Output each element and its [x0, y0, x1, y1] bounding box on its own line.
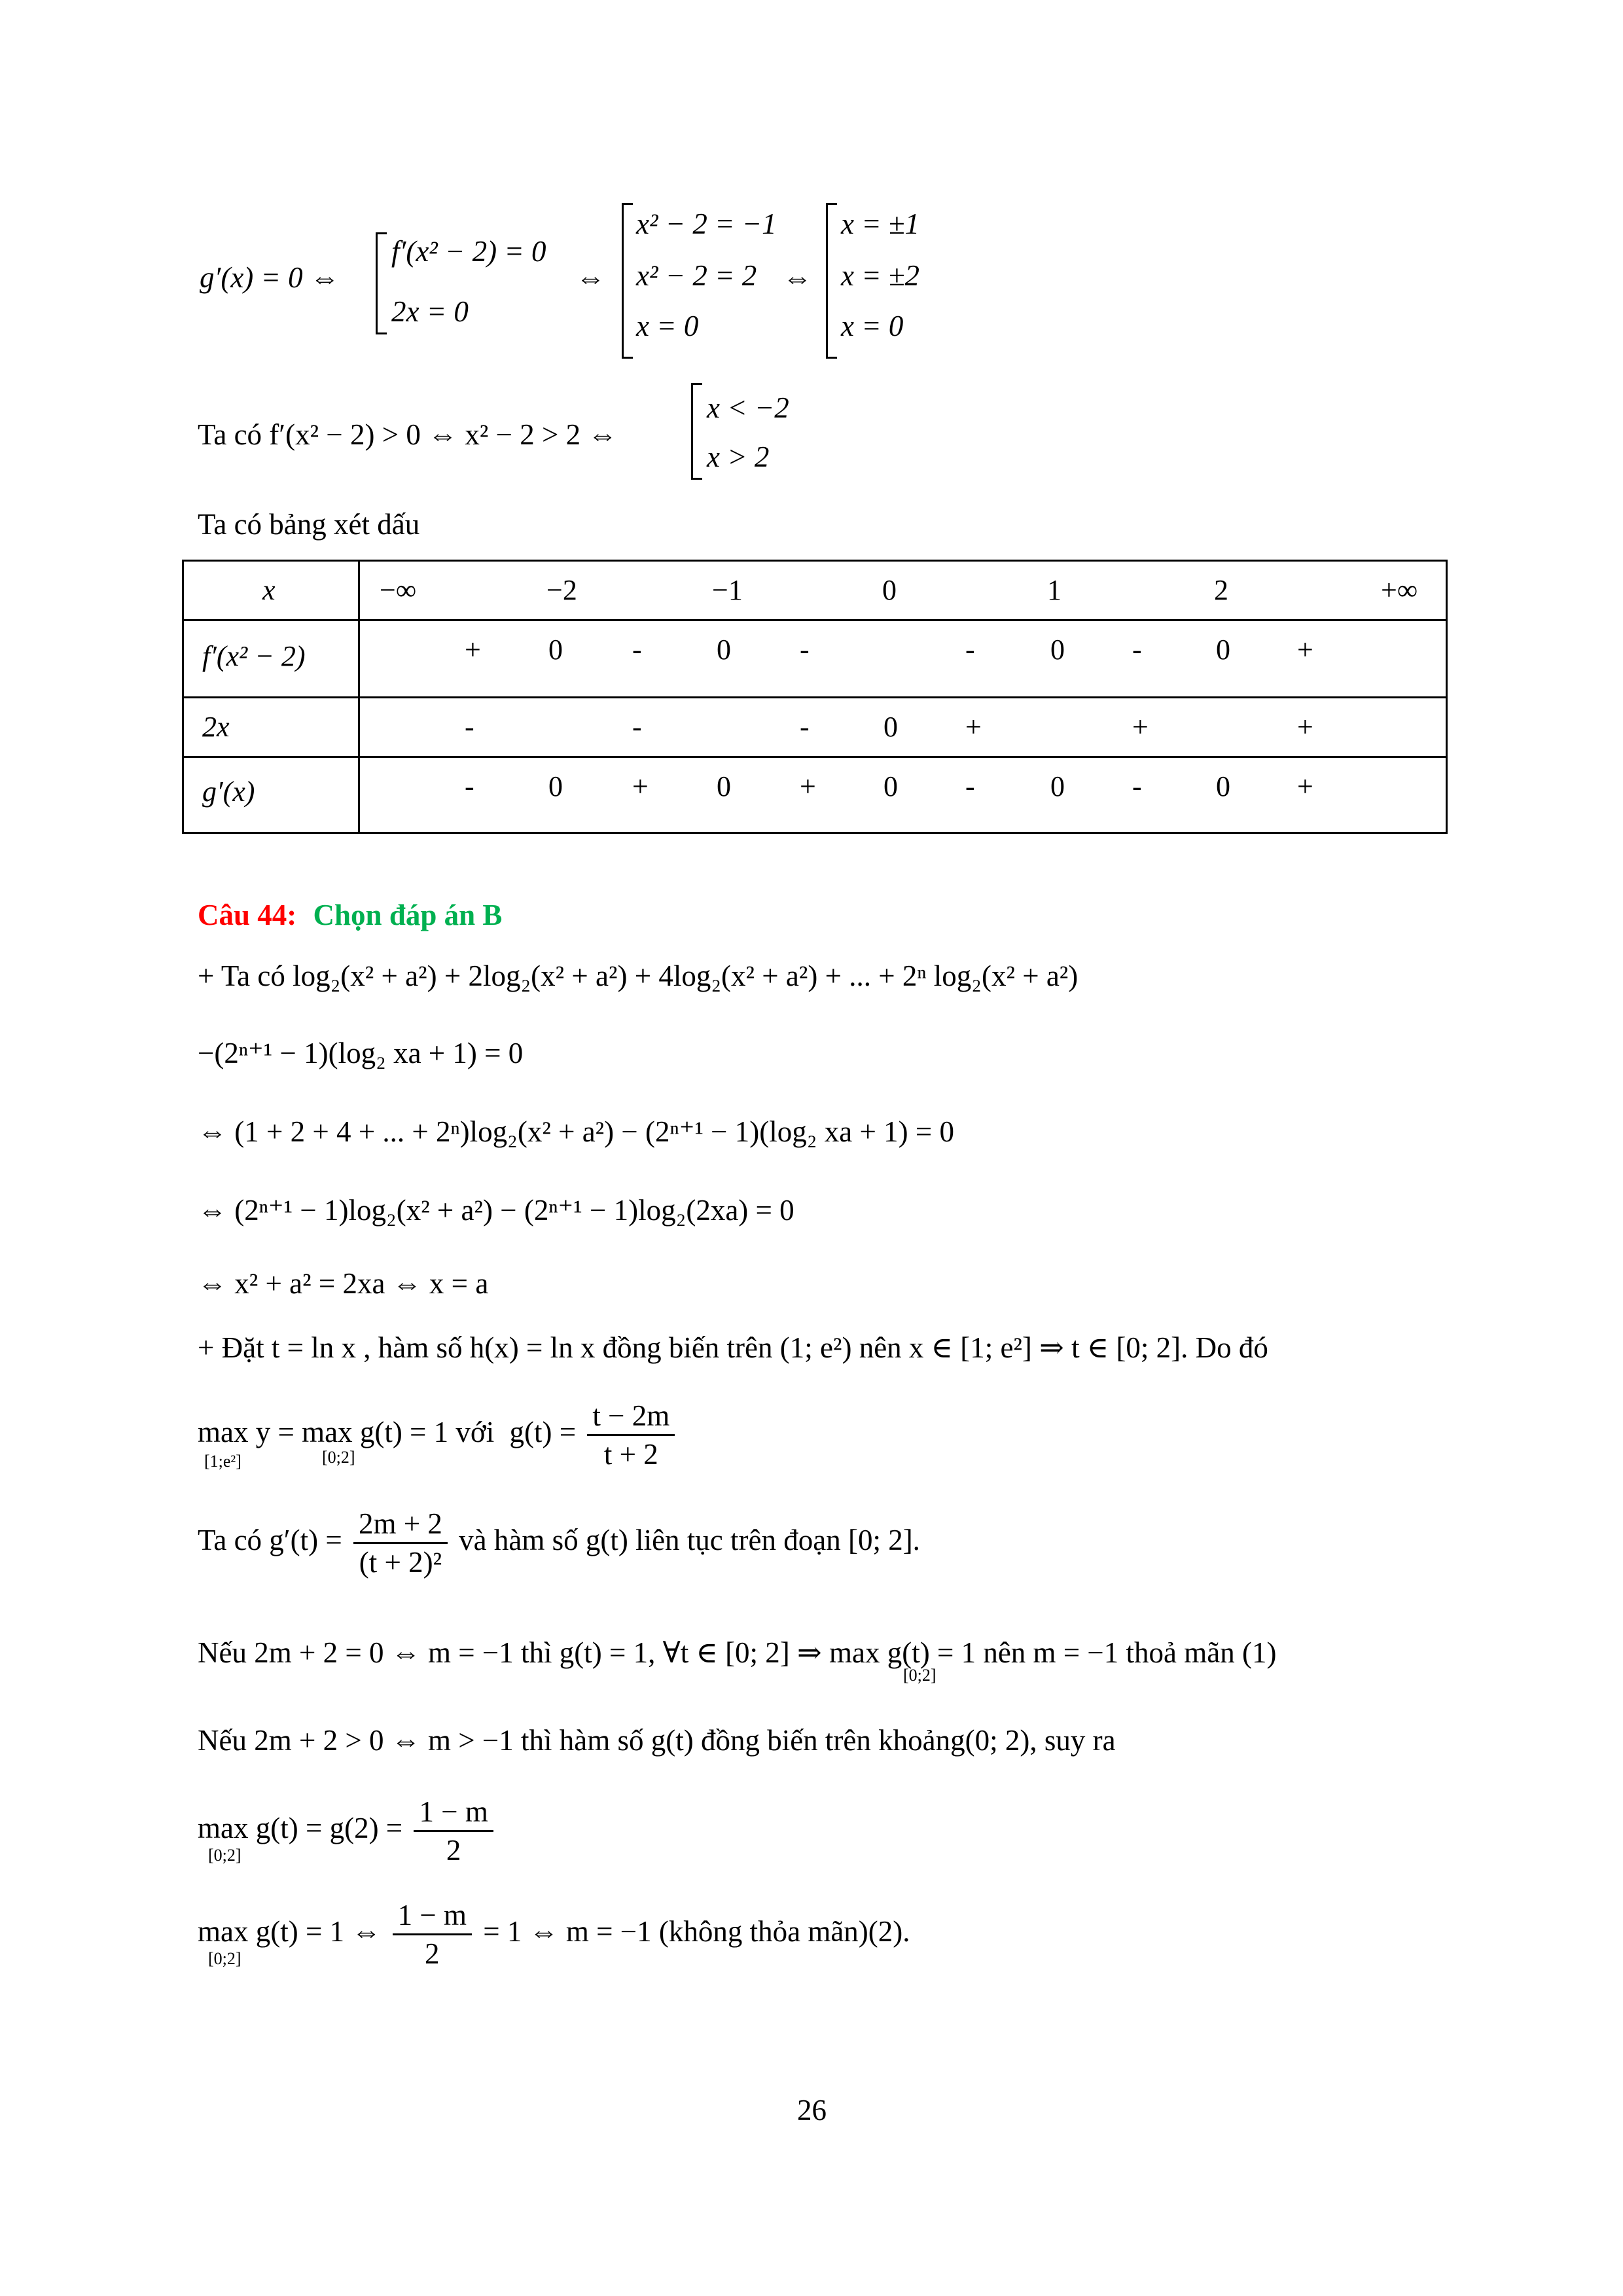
r3-v10: 0: [1216, 770, 1230, 802]
row3-label-cell: g′(x): [183, 757, 359, 833]
r2-v4: 0: [883, 711, 898, 743]
sys2-line1: x² − 2 = −1: [636, 207, 777, 240]
sys2-line2: x² − 2 = 2: [636, 259, 757, 292]
r2-v5: +: [965, 711, 982, 743]
sys3-line2: x = ±2: [841, 259, 920, 292]
equiv-symbol-1: ⇔: [576, 261, 605, 294]
r1-v9: 0: [1216, 634, 1230, 666]
r3-v4: 0: [717, 770, 731, 802]
r1-v7: 0: [1050, 634, 1065, 666]
line7-numerator: t − 2m: [587, 1397, 675, 1436]
hv-0: 0: [882, 574, 897, 606]
sign-table: [182, 560, 1448, 834]
line9-sub: [0;2]: [903, 1666, 936, 1685]
header-values-cell: [359, 561, 1447, 620]
solution-line-9: Nếu 2m + 2 = 0 ⇔ m = −1 thì g(t) = 1, ∀t ∈ [0; 2] ⇒ max g(t) = 1 nên m = −1 thoả mãn (1): [198, 1636, 1277, 1669]
sys2-line3: x = 0: [636, 310, 699, 342]
question-label: Câu 44:: [198, 899, 297, 931]
line7-fraction: [587, 1397, 675, 1473]
row1-label-cell: f′(x² − 2): [183, 620, 359, 698]
r1-v5: -: [800, 634, 810, 666]
equiv-symbol-2: ⇔: [783, 261, 812, 294]
solution-line-4: ⇔ (2ⁿ⁺¹ − 1)log₂(x² + a²) − (2ⁿ⁺¹ − 1)log₂(2xa) = 0: [198, 1194, 794, 1227]
line12-fraction: [393, 1897, 472, 1973]
bracket-ineq: [691, 383, 702, 480]
question-answer: Chọn đáp án B: [313, 899, 503, 931]
r2-v7: +: [1297, 711, 1313, 743]
line12-numerator: 1 − m: [393, 1897, 472, 1935]
r3-v7: -: [965, 770, 975, 802]
line8-text-a: Ta có g′(t) =: [198, 1524, 342, 1557]
r3-v3: +: [632, 770, 649, 802]
bracket-sys2: [622, 203, 633, 359]
line7-text: max y = max g(t) = 1 với: [198, 1416, 495, 1449]
solution-line-3: ⇔ (1 + 2 + 4 + ... + 2ⁿ)log₂(x² + a²) − (2ⁿ⁺¹ − 1)(log₂ xa + 1) = 0: [198, 1115, 954, 1148]
r1-v6: -: [965, 634, 975, 666]
line8-numerator: 2m + 2: [353, 1505, 448, 1544]
solution-line-2: −(2ⁿ⁺¹ − 1)(log₂ xa + 1) = 0: [198, 1037, 524, 1069]
ineq-line2: x > 2: [707, 440, 770, 473]
r1-v10: +: [1297, 634, 1313, 666]
solution-line-12: [198, 1897, 910, 1973]
line7-sub2: [0;2]: [322, 1448, 355, 1467]
row3-values-cell: [359, 757, 1447, 833]
line12-text-a: max g(t) = 1 ⇔: [198, 1915, 382, 1948]
hv-pos-inf: +∞: [1381, 574, 1418, 606]
hv-2: 2: [1214, 574, 1228, 606]
line8-text-b: và hàm số g(t) liên tục trên đoạn [0; 2].: [459, 1524, 920, 1557]
line8-fraction: [353, 1505, 448, 1581]
line12-sub: [0;2]: [208, 1949, 241, 1968]
solution-line-1: + Ta có log₂(x² + a²) + 2log₂(x² + a²) + 4log₂(x² + a²) + ... + 2ⁿ log₂(x² + a²): [198, 960, 1079, 992]
hv-neg-inf: −∞: [380, 574, 417, 606]
line7-sub1: [1;e²]: [204, 1452, 241, 1471]
solution-line-5: ⇔ x² + a² = 2xa ⇔ x = a: [198, 1267, 489, 1300]
hv-neg1: −1: [712, 574, 743, 606]
table-intro: Ta có bảng xét dấu: [198, 508, 420, 541]
line8-denominator: (t + 2)²: [359, 1546, 442, 1579]
line12-denominator: 2: [425, 1937, 440, 1971]
bracket-sys3: [826, 203, 837, 359]
question-heading: [198, 898, 502, 932]
sys1-line1: f′(x² − 2) = 0: [391, 235, 546, 268]
sys3-line3: x = 0: [841, 310, 904, 342]
line11-text: max g(t) = g(2) =: [198, 1812, 403, 1845]
r2-v3: -: [800, 711, 810, 743]
row1-values-cell: [359, 620, 1447, 698]
ineq-line1: x < −2: [707, 391, 789, 424]
line7-gt: g(t) =: [509, 1416, 577, 1449]
solution-line-8: [198, 1505, 920, 1581]
r1-v2: 0: [548, 634, 563, 666]
r1-v3: -: [632, 634, 642, 666]
line11-fraction: [414, 1793, 493, 1869]
hv-1: 1: [1047, 574, 1061, 606]
row2-label-cell: 2x: [183, 698, 359, 757]
r3-v6: 0: [883, 770, 898, 802]
line11-sub: [0;2]: [208, 1846, 241, 1865]
line12-text-b: = 1 ⇔ m = −1 (không thỏa mãn)(2).: [483, 1915, 910, 1948]
r2-v1: -: [465, 711, 474, 743]
r1-v4: 0: [717, 634, 731, 666]
solution-line-11: [198, 1793, 497, 1869]
solution-line-7: [198, 1397, 679, 1473]
page-number: 26: [797, 2094, 827, 2126]
r1-v8: -: [1132, 634, 1142, 666]
bracket-sys1: [376, 232, 387, 334]
eq-gprime-zero: g′(x) = 0 ⇔: [200, 261, 340, 294]
solution-line-10: Nếu 2m + 2 > 0 ⇔ m > −1 thì hàm số g(t) đồng biến trên khoảng(0; 2), suy ra: [198, 1724, 1116, 1757]
header-x-cell: x: [183, 561, 359, 620]
hv-neg2: −2: [546, 574, 577, 606]
line7-denominator: t + 2: [603, 1438, 658, 1471]
r2-v2: -: [632, 711, 642, 743]
r1-v1: +: [465, 634, 481, 666]
r3-v9: -: [1132, 770, 1142, 802]
r3-v11: +: [1297, 770, 1313, 802]
r3-v8: 0: [1050, 770, 1065, 802]
r3-v5: +: [800, 770, 816, 802]
row2-values-cell: [359, 698, 1447, 757]
r2-v6: +: [1132, 711, 1149, 743]
solution-line-6: + Đặt t = ln x , hàm số h(x) = ln x đồng biến trên (1; e²) nên x ∈ [1; e²] ⇒ t ∈ [0; 2]. Do đó: [198, 1331, 1268, 1364]
r3-v2: 0: [548, 770, 563, 802]
r3-v1: -: [465, 770, 474, 802]
line11-denominator: 2: [446, 1834, 461, 1867]
ta-co-inequality: Ta có f′(x² − 2) > 0 ⇔ x² − 2 > 2 ⇔: [198, 418, 618, 451]
sys3-line1: x = ±1: [841, 207, 920, 240]
sys1-line2: 2x = 0: [391, 295, 469, 328]
line11-numerator: 1 − m: [414, 1793, 493, 1832]
